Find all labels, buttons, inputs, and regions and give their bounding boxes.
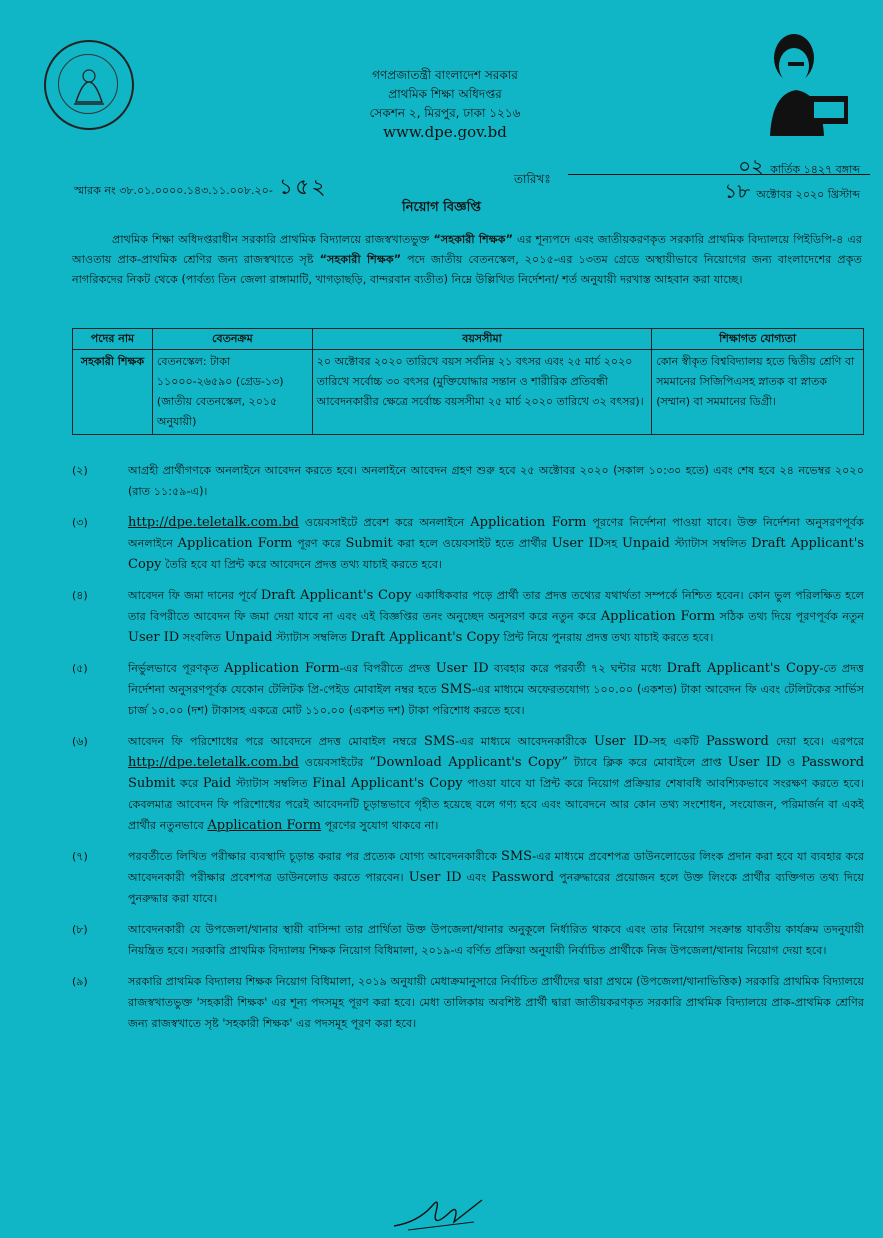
item-text: [128, 658, 864, 721]
text: User ID: [593, 734, 649, 749]
table-row: [73, 350, 864, 435]
text: Submit: [345, 536, 393, 551]
text: Unpaid: [224, 630, 273, 645]
text: পূরণের সুযোগ থাকবে না।: [321, 819, 439, 832]
text: ট্যাবে ক্লিক করে মোবাইলে প্রাপ্ত: [568, 756, 728, 769]
bangla-date-day: ০২: [738, 154, 765, 178]
item-number: (৮): [72, 923, 88, 936]
list-item: [72, 846, 864, 909]
text: সরকারি প্রাথমিক বিদ্যালয় শিক্ষক নিয়োগ বিধিমালা, ২০১৯ অনুযায়ী মেধাক্রমানুসারে নির্বাচিত প্রার্থীদের দ্বারা প্রথমে (উপজেলা/থানাভিত্তিক) সরকারি প্রাথমিক বিদ্যালয়ে রাজস্বখাতভুক্ত 'সহকারী শিক্ষক' এর শূন্য পদসমূহ পূরণ করা হবে। মেধা তালিকায় অবশিষ্ট প্রার্থী দ্বারা জাতীয়করণকৃত সরকারি প্রাথমিক বিদ্যালয়ে প্রাক-প্রাথমিক শ্রেণির জন্য রাজস্বখাতে সৃষ্ট 'সহকারী শিক্ষক' এর পদসমূহ পূরণ করা হবে।: [128, 975, 864, 1030]
list-item: [72, 971, 864, 1034]
letterhead: [250, 66, 640, 142]
text: নির্ভুলভাবে পূরণকৃত: [128, 662, 225, 675]
date-block: [568, 152, 870, 203]
conditions-list: [72, 460, 864, 1044]
text: Submit: [128, 776, 176, 791]
text: SMS: [500, 849, 533, 864]
text: সঠিক তথ্য দিয়ে পূরণপূর্বক নতুন: [715, 610, 864, 623]
text: Paid: [202, 776, 232, 791]
text: Application Form: [177, 536, 293, 551]
text: পরবর্তীতে লিখিত পরীক্ষার ব্যবস্থাদি চূড়ান্ত করার পর প্রত্যেক যোগ্য আবেদনকারীকে: [128, 850, 501, 863]
post-details-table: [72, 328, 864, 435]
text: ব্যবহার করে পরবর্তী ৭২ ঘন্টার মধ্যে: [488, 662, 667, 675]
text: দেয়া হবে। এরপরে: [768, 735, 864, 748]
text: Password: [706, 734, 769, 749]
text: -এর বিপরীতে প্রদত্ত: [339, 662, 436, 675]
intro-paragraph: [72, 230, 862, 290]
intro-text-3: পদে জাতীয় বেতনস্কেল, ২০১৫-এর ১৩তম গ্রেডে অস্থায়ীভাবে নিয়োগের জন্য বাংলাদেশের প্রকৃত নাগরিকদের নিকট থেকে (পার্বত্য তিন জেলা রাঙ্গামাটি, খাগড়াছড়ি, বান্দরবান ব্যতীত) নিম্নে উল্লিখিত নির্দেশনা/ শর্ত অনুযায়ী দরখাস্ত আহবান করা যাচ্ছে।: [72, 253, 862, 286]
memo-label: স্মারক নং ৩৮.০১.০০০০.১৪৩.১১.০০৮.২০-: [74, 184, 273, 197]
department-name: প্রাথমিক শিক্ষা অধিদপ্তর: [388, 87, 502, 101]
text: Unpaid: [621, 536, 670, 551]
age-limit-cell: ২০ অক্টোবর ২০২০ তারিখে বয়স সর্বনিম্ন ২১ বৎসর এবং ২৫ মার্চ ২০২০ তারিখে সর্বোচ্চ ৩০ বৎসর (মুক্তিযোদ্ধার সন্তান ও শারীরিক প্রতিবন্ধী আবেদনকারীর ক্ষেত্রে সর্বোচ্চ বয়সসীমা ২৫ মার্চ ২০২০ তারিখে ৩২ বৎসর)।: [312, 350, 651, 435]
text: স্ট্যাটাস সম্বলিত: [231, 777, 313, 790]
text: -সহ একটি: [648, 735, 707, 748]
text: আবেদনকারী যে উপজেলা/থানার স্থায়ী বাসিন্দা তার প্রার্থিতা উক্ত উপজেলা/থানার অনুকূলে নির্ধারিত থাকবে এবং তার নিয়োগ সংক্রান্ত যাবতীয় কার্যক্রম তদনুযায়ী নিয়ন্ত্রিত হবে। সরকারি প্রাথমিক বিদ্যালয় শিক্ষক নিয়োগ বিধিমালা, ২০১৯-এ বর্ণিত প্রক্রিয়া অনুযায়ী নির্বাচিত প্রার্থীকে নিজ উপজেলা/থানায় নিয়োগ দেয়া হবে।: [128, 923, 864, 957]
text: Application Form: [224, 661, 340, 676]
table-header-cell: বয়সসীমা: [312, 329, 651, 350]
text: আবেদন ফি পরিশোধের পরে আবেদনে প্রদত্ত মোবাইল নম্বরে: [128, 735, 424, 748]
notice-title: নিয়োগ বিজ্ঞপ্তি: [402, 200, 481, 215]
text: ওয়েবসাইটে প্রবেশ করে অনলাইনে: [298, 516, 471, 529]
text: আগ্রহী প্রার্থীগণকে অনলাইনে আবেদন করতে হবে। অনলাইনে আবেদন গ্রহণ শুরু হবে ২৫ অক্টোবর ২০২০ (সকাল ১০:৩০ হতে) এবং শেষ হবে ২৪ নভেম্বর ২০২০ (রাত ১১:৫৯-এ)।: [128, 464, 864, 498]
text: Application Form: [600, 609, 716, 624]
item-text: [128, 731, 864, 836]
text: আবেদন ফি জমা দানের পূর্বে: [128, 589, 261, 602]
text: -তে প্রদত্ত নির্দেশনা অনুসরণপূর্বক যেকোন টেলিটক প্রি-পেইড মোবাইল নম্বর হতে: [128, 662, 864, 696]
text: SMS: [423, 734, 456, 749]
item-text: [128, 460, 864, 502]
text: পাওয়া যাবে যা প্রিন্ট করে নিয়োগ প্রক্রিয়ার শেষাবধি আবশ্যিকভাবে সংরক্ষণ করতে হবে। কেবলমাত্র আবেদন ফি পরিশোধের পরেই আবেদনটি চূড়ান্তভাবে গৃহীত হয়েছে বলে গণ্য হবে এবং আবেদনে আর কোন তথ্য সংশোধন, সংযোজন, পরিমার্জন বা একই প্রার্থীর নতুনভাবে: [128, 777, 864, 832]
gregorian-date-day: ১৮: [724, 179, 751, 203]
item-text: [128, 846, 864, 909]
text: এবং: [461, 871, 492, 884]
list-item: [72, 658, 864, 721]
intro-text-1: প্রাথমিক শিক্ষা অধিদপ্তরাধীন সরকারি প্রাথমিক বিদ্যালয়ে রাজস্বখাতভুক্ত: [112, 233, 434, 246]
text: সহ: [604, 537, 622, 550]
text: User ID: [435, 661, 489, 676]
text: User ID: [408, 870, 462, 885]
table-header-cell: শিক্ষাগত যোগ্যতা: [652, 329, 864, 350]
text: তৈরি হবে যা প্রিন্ট করে আবেদনে প্রদত্ত তথ্য যাচাই করতে হবে।: [161, 558, 443, 571]
govt-name: গণপ্রজাতন্ত্রী বাংলাদেশ সরকার: [372, 68, 518, 82]
website-link[interactable]: www.dpe.gov.bd: [383, 123, 507, 141]
text: -এর মাধ্যমে আবেদনকারীকে: [455, 735, 594, 748]
item-number: (৬): [72, 735, 88, 748]
item-text: [128, 512, 864, 575]
text: করে: [175, 777, 203, 790]
intro-post-name-1: “সহকারী শিক্ষক”: [433, 233, 513, 246]
text: Draft Applicant's Copy: [260, 588, 412, 603]
text: “Download Applicant's Copy”: [369, 755, 569, 770]
text: একাধিকবার পড়ে প্রার্থী তার প্রদত্ত তথ্যের যথার্থতা সম্পর্কে নিশ্চিত হবেন। কোন ভুল পরিলক্ষিত হলে তার বিপরীতে আবেদন ফি জমা দেয়া যাবে না এবং এই বিজ্ঞপ্তির তনং অনুচ্ছেদ অনুসরণ করে নতুন করে: [128, 589, 864, 623]
text: পূরণ করে: [292, 537, 346, 550]
table-header-cell: বেতনক্রম: [152, 329, 312, 350]
gregorian-date: [568, 177, 870, 203]
text: সংবলিত: [179, 631, 225, 644]
text: Password: [491, 870, 555, 885]
text: ও: [781, 756, 802, 769]
item-number: (২): [72, 464, 88, 477]
table-header-cell: পদের নাম: [73, 329, 153, 350]
text: User ID: [128, 630, 180, 645]
gregorian-date-rest: অক্টোবর ২০২০ খ্রিস্টাব্দ: [756, 188, 860, 201]
list-item: [72, 731, 864, 836]
text: User ID: [727, 755, 782, 770]
text: Password: [801, 755, 865, 770]
list-item: [72, 460, 864, 502]
intro-post-name-2: “সহকারী শিক্ষক”: [319, 253, 402, 266]
text: Draft Applicant's Copy: [350, 630, 500, 645]
item-text: [128, 585, 864, 648]
text: স্ট্যাটাস সম্বলিত: [272, 631, 351, 644]
bangla-date-rest: কার্তিক ১৪২৭ বঙ্গাব্দ: [770, 163, 860, 176]
item-text: [128, 919, 864, 961]
text: Application Form: [470, 515, 587, 530]
post-name-cell: সহকারী শিক্ষক: [73, 350, 153, 435]
teletalk-link[interactable]: http://dpe.teletalk.com.bd: [128, 755, 299, 770]
date-label: তারিখঃ: [514, 172, 551, 186]
text: Final Applicant's Copy: [312, 776, 463, 791]
text: পূরণের নির্দেশনা পাওয়া যাবে। উক্ত নির্দেশনা অনুসরণপূর্বক অনলাইনে: [128, 516, 864, 550]
govt-seal-icon: [44, 40, 134, 130]
item-number: (৭): [72, 850, 88, 863]
item-number: (৪): [72, 589, 88, 602]
education-cell: কোন স্বীকৃত বিশ্ববিদ্যালয় হতে দ্বিতীয় শ্রেণি বা সমমানের সিজিপিএসহ স্নাতক বা স্নাতক (সম্মান) বা সমমানের ডিগ্রী।: [652, 350, 864, 435]
text: করা হলে ওয়েবসাইট হতে প্রার্থীর: [392, 537, 552, 550]
list-item: [72, 919, 864, 961]
text: Draft Applicant's Copy: [666, 661, 820, 676]
list-item: [72, 585, 864, 648]
text: পুনরুদ্ধারের প্রয়োজন হলে উক্ত লিংকে প্রার্থীর ব্যক্তিগত তথ্য দিয়ে পুনরুদ্ধার করা যাবে।: [128, 871, 864, 905]
text: -এর মাধ্যমে অফেরতযোগ্য ১০০.০০ (একশত) টাকা আবেদন ফি এবং টেলিটকের সার্ভিস চার্জ ১০.০০ (দশ) টাকাসহ একত্রে মোট ১১০.০০ (একশত দশ) টাকা পরিশোধ করতে হবে।: [128, 683, 864, 717]
text: -এর মাধ্যমে প্রবেশপত্র ডাউনলোডের লিংক প্রদান করা হবে যা ব্যবহার করে আবেদনকারী পরীক্ষার প্রবেশপত্র ডাউনলোড করতে পারবেন।: [128, 850, 864, 884]
item-text: [128, 971, 864, 1034]
mujib-borsho-logo-icon: [752, 28, 852, 136]
signature-icon: [388, 1192, 488, 1234]
text: স্ট্যাটাস সম্বলিত: [669, 537, 752, 550]
pay-scale-cell: বেতনস্কেল: টাকা ১১০০০-২৬৫৯০ (গ্রেড-১৩) (জাতীয় বেতনস্কেল, ২০১৫ অনুযায়ী): [152, 350, 312, 435]
teletalk-link[interactable]: http://dpe.teletalk.com.bd: [128, 515, 299, 530]
text: Draft Applicant's Copy: [128, 536, 865, 572]
office-address: সেকশন ২, মিরপুর, ঢাকা ১২১৬: [369, 106, 521, 120]
item-number: (৯): [72, 975, 88, 988]
text: SMS: [440, 682, 472, 697]
bangla-date: [568, 152, 870, 178]
table-header-row: [73, 329, 864, 350]
text: Application Form: [207, 818, 322, 833]
memo-handwritten-number: ১৫২: [278, 175, 328, 200]
text: User ID: [551, 536, 605, 551]
list-item: [72, 512, 864, 575]
text: ওয়েবসাইটের: [298, 756, 370, 769]
item-number: (৩): [72, 516, 88, 529]
item-number: (৫): [72, 662, 88, 675]
text: প্রিন্ট নিয়ে পুনরায় প্রদত্ত তথ্য যাচাই করতে হবে।: [499, 631, 714, 644]
intro-text-2: এর শূন্যপদে এবং জাতীয়করণকৃত সরকারি প্রাথমিক বিদ্যালয়ে পিইডিপি-৪ এর আওতায় প্রাক-প্রাথমিক শ্রেণির জন্য রাজস্বখাতে সৃষ্ট: [72, 233, 862, 266]
